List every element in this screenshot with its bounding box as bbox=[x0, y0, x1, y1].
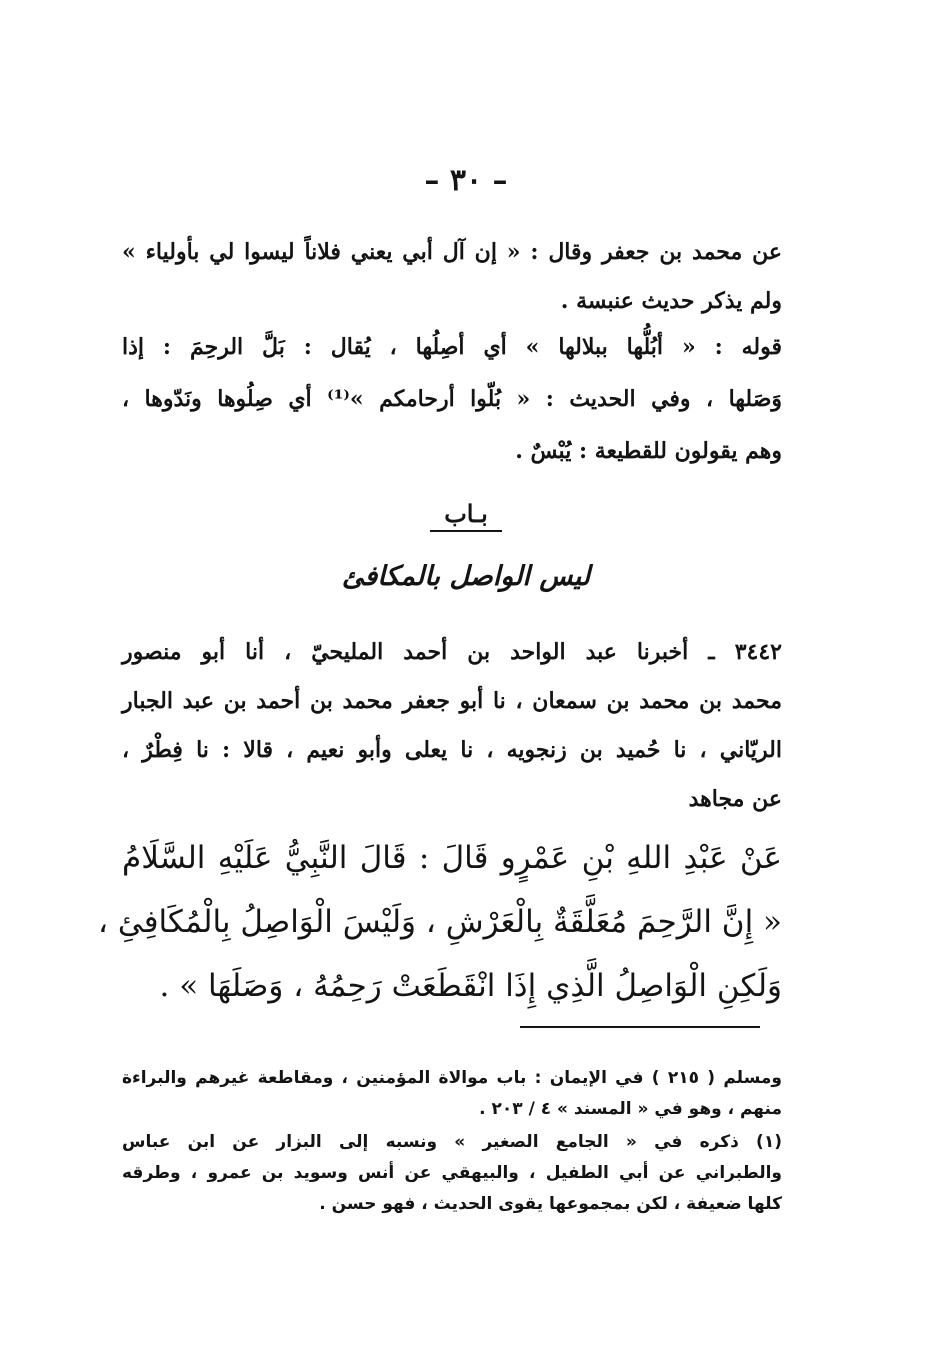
hadith-text bbox=[98, 826, 782, 1018]
isnad-paragraph bbox=[122, 628, 782, 824]
footnote-line: كلها ضعيفة ، لكن بمجموعها يقوى الحديث ، فهو حسن . bbox=[319, 1194, 782, 1214]
footnote-line: ومسلم ( ٢١٥ ) في الإيمان : باب موالاة المؤمنين ، ومقاطعة غيرهم والبراءة bbox=[122, 1068, 782, 1088]
text-line: ٣٤٤٢ ـ أخبرنا عبد الواحد بن أحمد المليحيّ ، أنا أبو منصور bbox=[122, 639, 782, 665]
chapter-heading bbox=[0, 499, 932, 532]
hadith-line: عَنْ عَبْدِ اللهِ بْنِ عَمْرٍو قَالَ : قَالَ النَّبِيُّ عَلَيْهِ السَّلَامُ bbox=[122, 840, 782, 876]
footnote-line: منهم ، وهو في « المسند » ٤ / ٢٠٣ . bbox=[479, 1099, 782, 1119]
footnote-continuation bbox=[122, 1063, 782, 1125]
chapter-word: بـاب bbox=[430, 499, 502, 532]
text-line: وهم يقولون للقطيعة : يُبْسٌ . bbox=[515, 438, 782, 464]
hadith-line: « إِنَّ الرَّحِمَ مُعَلَّقَةٌ بِالْعَرْشِ ، وَلَيْسَ الْوَاصِلُ بِالْمُكَافِئِ ، bbox=[98, 904, 782, 940]
text-line: عن محمد بن جعفر وقال : « إن آل أبي يعني فلاناً ليسوا لي بأولياء » bbox=[122, 239, 782, 265]
text-line: وَصَلها ، وفي الحديث : « بُلّوا أرحامكم »⁽¹⁾ أي صِلُوها ونَدّوها ، bbox=[122, 386, 783, 412]
hadith-line: وَلَكِنِ الْوَاصِلُ الَّذِي إِذَا انْقَطَعَتْ رَحِمُهُ ، وَصَلَهَا » . bbox=[159, 968, 782, 1004]
explanation-paragraph bbox=[122, 321, 782, 477]
text-line: قوله : « أبُلُّها ببلالها » أي أصِلُها ، يُقال : بَلَّ الرحِمَ : إذا bbox=[122, 334, 782, 360]
footnote-line: والطبراني عن أبي الطفيل ، والبيهقي عن أنس وسويد بن عمرو ، وطرقه bbox=[122, 1163, 782, 1183]
footnote-1 bbox=[122, 1127, 782, 1220]
text-line: عن مجاهد bbox=[688, 786, 782, 812]
text-line: ولم يذكر حديث عنبسة . bbox=[560, 288, 782, 314]
footnote-line: (١) ذكره في « الجامع الصغير » ونسبه إلى البزار عن ابن عباس bbox=[122, 1132, 782, 1152]
footnote-divider bbox=[520, 1026, 760, 1028]
page-number: – ٣٠ – bbox=[424, 163, 508, 198]
continuation-paragraph bbox=[122, 228, 782, 326]
text-line: الريّاني ، نا حُميد بن زنجويه ، نا يعلى وأبو نعيم ، قالا : نا فِطْرٌ ، bbox=[122, 737, 782, 763]
text-line: محمد بن محمد بن سمعان ، نا أبو جعفر محمد بن أحمد بن عبد الجبار bbox=[122, 688, 782, 714]
chapter-title: ليس الواصل بالمكافئ bbox=[341, 561, 591, 592]
